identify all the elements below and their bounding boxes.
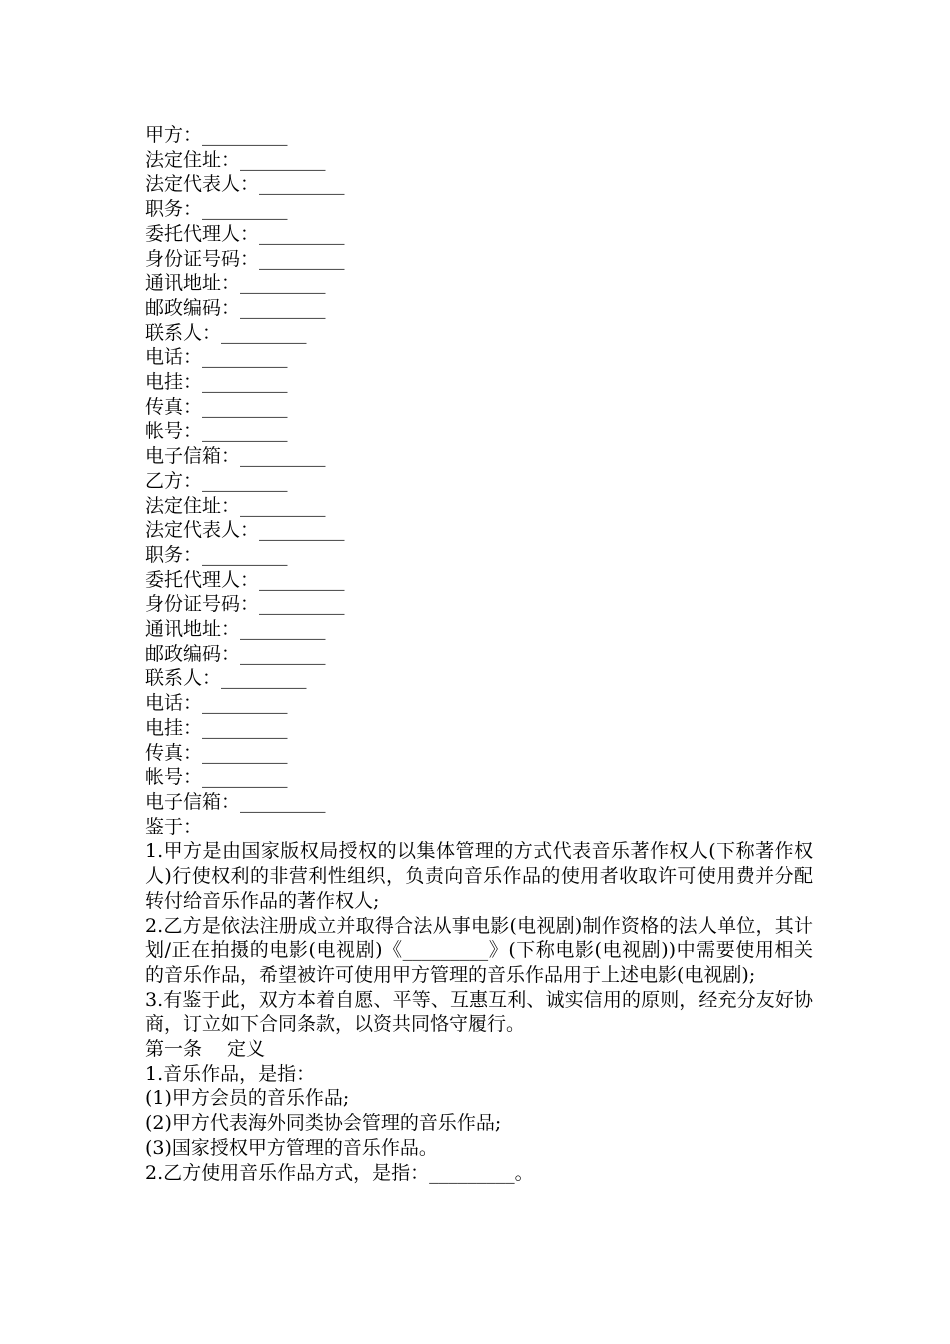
party-a-id-number: 身份证号码：_________ — [145, 247, 345, 270]
party-a-telegraph: 电挂：_________ — [145, 371, 288, 394]
party-b-agent: 委托代理人：_________ — [145, 568, 345, 591]
party-b-telegraph: 电挂：_________ — [145, 716, 288, 739]
party-a-representative: 法定代表人：_________ — [145, 173, 345, 196]
article-1-section — [145, 1037, 813, 1185]
party-a-postcode: 邮政编码：_________ — [145, 296, 326, 319]
preamble-section — [145, 815, 813, 1037]
party-b-id-number: 身份证号码：_________ — [145, 593, 345, 616]
party-b-contact: 联系人：_________ — [145, 667, 307, 690]
article-1-subclause-2: (2)甲方代表海外同类协会管理的音乐作品; — [145, 1112, 502, 1135]
party-b-mailing-address: 通讯地址：_________ — [145, 618, 326, 641]
party-b-position: 职务：_________ — [145, 543, 288, 566]
article-1-clause-1: 1.音乐作品，是指： — [145, 1062, 316, 1085]
preamble-item-3: 3.有鉴于此，双方本着自愿、平等、互惠互利、诚实信用的原则，经充分友好协商，订立如下合同条款，以资共同恪守履行。 — [145, 988, 813, 1036]
party-a-block — [145, 123, 813, 469]
party-b-name: 乙方：_________ — [145, 469, 288, 492]
article-1-subclause-3: (3)国家授权甲方管理的音乐作品。 — [145, 1136, 438, 1159]
party-b-block — [145, 469, 813, 815]
party-b-representative: 法定代表人：_________ — [145, 519, 345, 542]
party-a-address: 法定住址：_________ — [145, 148, 326, 171]
party-a-agent: 委托代理人：_________ — [145, 222, 345, 245]
party-a-phone: 电话：_________ — [145, 346, 288, 369]
article-1-subclause-1: (1)甲方会员的音乐作品; — [145, 1087, 350, 1110]
party-a-mailing-address: 通讯地址：_________ — [145, 272, 326, 295]
party-b-postcode: 邮政编码：_________ — [145, 642, 326, 665]
article-1-clause-2: 2.乙方使用音乐作品方式，是指：_________。 — [145, 1161, 534, 1184]
party-b-phone: 电话：_________ — [145, 692, 288, 715]
party-b-address: 法定住址：_________ — [145, 494, 326, 517]
party-a-fax: 传真：_________ — [145, 395, 288, 418]
contract-body — [145, 123, 813, 1185]
article-1-title: 第一条 定义 — [145, 1038, 266, 1061]
party-b-account: 帐号：_________ — [145, 766, 288, 789]
party-a-account: 帐号：_________ — [145, 420, 288, 443]
preamble-item-1: 1.甲方是由国家版权局授权的以集体管理的方式代表音乐著作权人(下称著作权人)行使权利的非营利性组织，负责向音乐作品的使用者收取许可使用费并分配转付给音乐作品的著作权人; — [145, 840, 813, 912]
party-a-name: 甲方：_________ — [145, 124, 288, 146]
party-a-position: 职务：_________ — [145, 198, 288, 221]
party-b-email: 电子信箱：_________ — [145, 790, 326, 813]
preamble-heading: 鉴于： — [145, 815, 203, 838]
party-a-contact: 联系人：_________ — [145, 321, 307, 344]
party-b-fax: 传真：_________ — [145, 741, 288, 764]
party-a-email: 电子信箱：_________ — [145, 445, 326, 468]
preamble-item-2: 2.乙方是依法注册成立并取得合法从事电影(电视剧)制作资格的法人单位，其计划/正在拍摄的电影(电视剧)《_________》(下称电影(电视剧))中需要使用相关的音乐作品，希望被许可使用甲方管理的音乐作品用于上述电影(电视剧); — [145, 914, 813, 986]
